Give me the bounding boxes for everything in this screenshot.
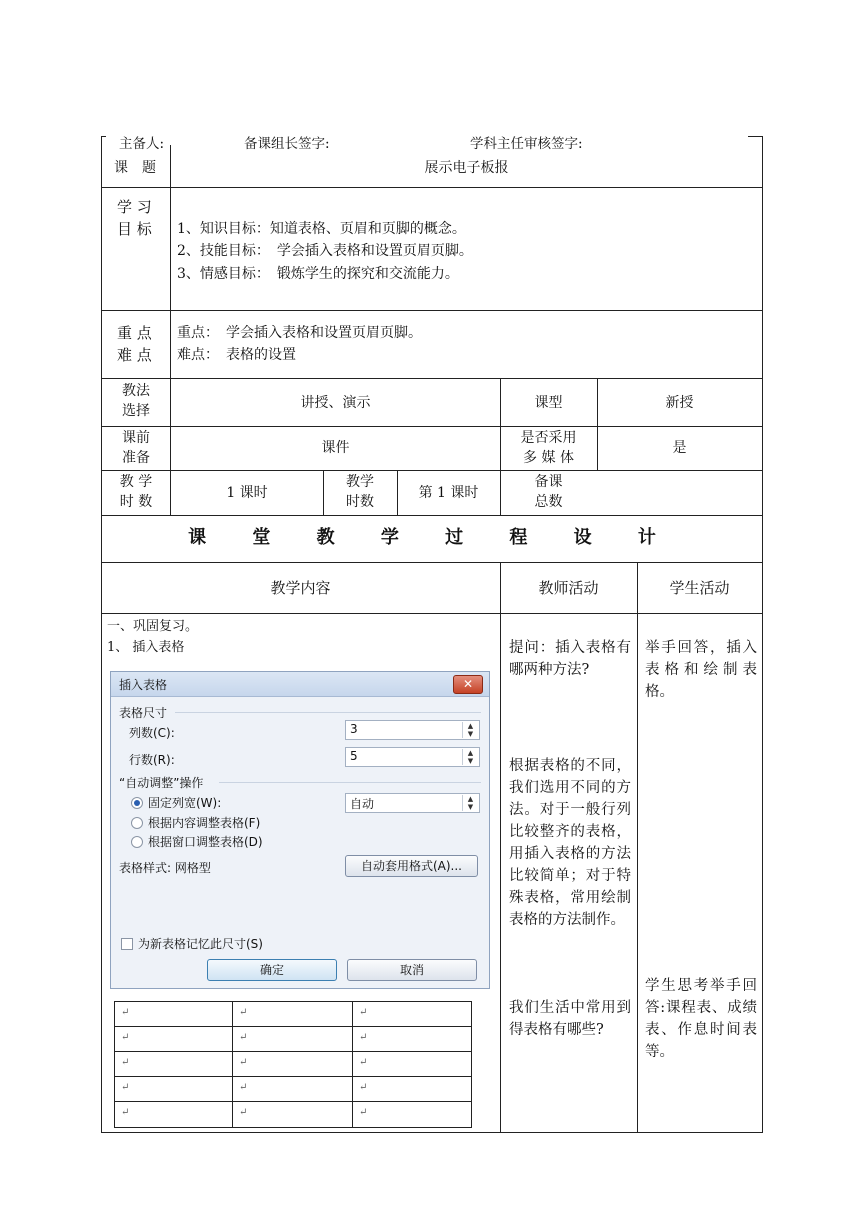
- autofit-group-label: “自动调整”操作: [119, 776, 204, 790]
- topic-label: 课 题: [114, 160, 156, 176]
- key-label-2: 难 点: [117, 346, 152, 364]
- fit-window-label: 根据窗口调整表格(D): [148, 835, 263, 849]
- method-value: 讲授、演示: [300, 395, 371, 411]
- cell-mark: ↵: [359, 1057, 368, 1068]
- header-corner-left: [101, 136, 102, 145]
- content-item1: 1、 插入表格: [107, 640, 185, 655]
- grid-line: [115, 1101, 471, 1102]
- autoformat-button[interactable]: 自动套用格式(A)...: [345, 855, 478, 877]
- cell-mark: ↵: [239, 1082, 248, 1093]
- column-student: 学生活动: [669, 579, 730, 597]
- objective-skill: 2、技能目标： 学会插入表格和设置页眉页脚。: [177, 243, 473, 259]
- cell-mark: ↵: [121, 1032, 130, 1043]
- grid-line: [101, 310, 763, 311]
- dialog-title: 插入表格: [119, 678, 168, 692]
- student-answer-2: 学生思考举手回答:课程表、成绩表、作息时间表等。: [645, 978, 757, 1060]
- group-divider: [175, 712, 481, 713]
- remember-size-label: 为新表格记忆此尺寸(S): [138, 937, 263, 951]
- objective-emotion: 3、情感目标： 锻炼学生的探究和交流能力。: [177, 266, 459, 282]
- group-divider: [219, 782, 481, 783]
- grid-line: [115, 1026, 471, 1027]
- objectives-label-2: 目 标: [117, 220, 152, 238]
- objective-knowledge: 1、知识目标：知道表格、页眉和页脚的概念。: [177, 221, 466, 237]
- grid-line: [101, 145, 102, 1133]
- cancel-button[interactable]: 取消: [347, 959, 477, 981]
- director-label: 学科主任审核签字:: [470, 136, 583, 152]
- lesson-type-label: 课型: [534, 395, 563, 411]
- method-label-1: 教法: [122, 383, 150, 399]
- teacher-question-1: 提问：插入表格有哪两种方法?: [509, 640, 631, 678]
- cell-mark: ↵: [239, 1107, 248, 1118]
- topic-value: 展示电子板报: [424, 160, 509, 176]
- fit-window-radio[interactable]: [131, 836, 143, 848]
- fixed-width-radio[interactable]: [131, 797, 143, 809]
- objectives-label-1: 学 习: [117, 198, 152, 216]
- teacher-explanation: 根据表格的不同，我们选用不同的方法。对于一般行列比较整齐的表格，用插入表格的方法比较简单；对于特殊表格，常用绘制表格的方法制作。: [509, 758, 631, 928]
- grid-line: [101, 613, 763, 614]
- spin-arrows-icon[interactable]: ▲ ▼: [462, 795, 478, 811]
- prep-label-1: 课前: [122, 430, 150, 446]
- grid-line: [500, 562, 501, 1133]
- difficult-point: 难点： 表格的设置: [177, 347, 296, 363]
- header-corner-right-top: [748, 136, 763, 137]
- fixed-width-label: 固定列宽(W):: [148, 796, 222, 810]
- grid-line: [115, 1051, 471, 1052]
- fit-content-label: 根据内容调整表格(F): [148, 816, 261, 830]
- preparer-label: 主备人:: [119, 136, 165, 152]
- spin-arrows-icon[interactable]: ▲ ▼: [462, 749, 478, 765]
- total-label-2: 总数: [534, 494, 563, 510]
- cell-mark: ↵: [239, 1032, 248, 1043]
- cell-mark: ↵: [359, 1107, 368, 1118]
- lesson-type-value: 新授: [665, 395, 694, 411]
- fit-content-radio[interactable]: [131, 817, 143, 829]
- column-content: 教学内容: [270, 579, 331, 597]
- teacher-question-2: 我们生活中常用到得表格有哪些?: [509, 1000, 631, 1038]
- cell-mark: ↵: [121, 1007, 130, 1018]
- student-answer-1: 举手回答，插入表格和绘制表格。: [645, 640, 757, 700]
- grid-line: [101, 470, 763, 471]
- prep-label-2: 准备: [122, 450, 150, 466]
- header-corner-right: [762, 136, 763, 145]
- grid-line: [101, 515, 763, 516]
- cell-mark: ↵: [121, 1082, 130, 1093]
- remember-size-checkbox[interactable]: [121, 938, 133, 950]
- key-label-1: 重 点: [117, 324, 152, 342]
- method-label-2: 选择: [122, 403, 150, 419]
- group-leader-label: 备课组长签字:: [244, 136, 330, 152]
- key-point: 重点： 学会插入表格和设置页眉页脚。: [177, 325, 422, 341]
- hours-value: 1 课时: [226, 485, 268, 501]
- multimedia-label-1: 是否采用: [520, 430, 577, 446]
- cols-label: 列数(C):: [129, 726, 175, 740]
- cell-mark: ↵: [239, 1057, 248, 1068]
- multimedia-label-2: 多 媒 体: [523, 450, 574, 466]
- hours-label-2: 时 数: [119, 494, 153, 510]
- hours-label-1: 教 学: [119, 474, 153, 490]
- grid-line: [101, 1132, 763, 1133]
- grid-line: [101, 187, 763, 188]
- grid-line: [101, 562, 763, 563]
- prep-value: 课件: [321, 440, 350, 456]
- cell-mark: ↵: [121, 1057, 130, 1068]
- table-style-label: 表格样式: 网格型: [119, 861, 211, 875]
- period-value: 第 1 课时: [418, 485, 479, 501]
- ok-button[interactable]: 确定: [207, 959, 337, 981]
- period-label-1: 教学: [346, 474, 374, 490]
- cell-mark: ↵: [239, 1007, 248, 1018]
- multimedia-value: 是: [672, 440, 687, 456]
- rows-value: 5: [350, 749, 358, 763]
- grid-line: [115, 1076, 471, 1077]
- period-label-2: 时数: [346, 494, 374, 510]
- grid-line: [762, 145, 763, 1133]
- content-review: 一、巩固复习。: [107, 619, 199, 634]
- column-teacher: 教师活动: [538, 579, 599, 597]
- example-table: [114, 1001, 472, 1128]
- section-title: 课 堂 教 学 过 程 设 计: [188, 527, 676, 548]
- insert-table-dialog: [110, 671, 490, 989]
- total-label-1: 备课: [534, 474, 563, 490]
- cols-value: 3: [350, 722, 358, 736]
- grid-line: [232, 1002, 233, 1127]
- grid-line: [101, 426, 763, 427]
- dialog-titlebar: [111, 672, 489, 697]
- close-icon[interactable]: ✕: [453, 675, 483, 694]
- rows-label: 行数(R):: [129, 753, 175, 767]
- grid-line: [352, 1002, 353, 1127]
- cell-mark: ↵: [359, 1007, 368, 1018]
- grid-line: [101, 378, 763, 379]
- fixed-width-value: 自动: [350, 797, 375, 811]
- cell-mark: ↵: [359, 1082, 368, 1093]
- cell-mark: ↵: [121, 1107, 130, 1118]
- cols-stepper[interactable]: [345, 720, 480, 740]
- grid-line: [637, 562, 638, 1133]
- fixed-width-stepper[interactable]: [345, 793, 480, 813]
- spin-arrows-icon[interactable]: ▲ ▼: [462, 722, 478, 738]
- rows-stepper[interactable]: [345, 747, 480, 767]
- header-corner-left-top: [101, 136, 106, 137]
- size-group-label: 表格尺寸: [119, 706, 168, 720]
- cell-mark: ↵: [359, 1032, 368, 1043]
